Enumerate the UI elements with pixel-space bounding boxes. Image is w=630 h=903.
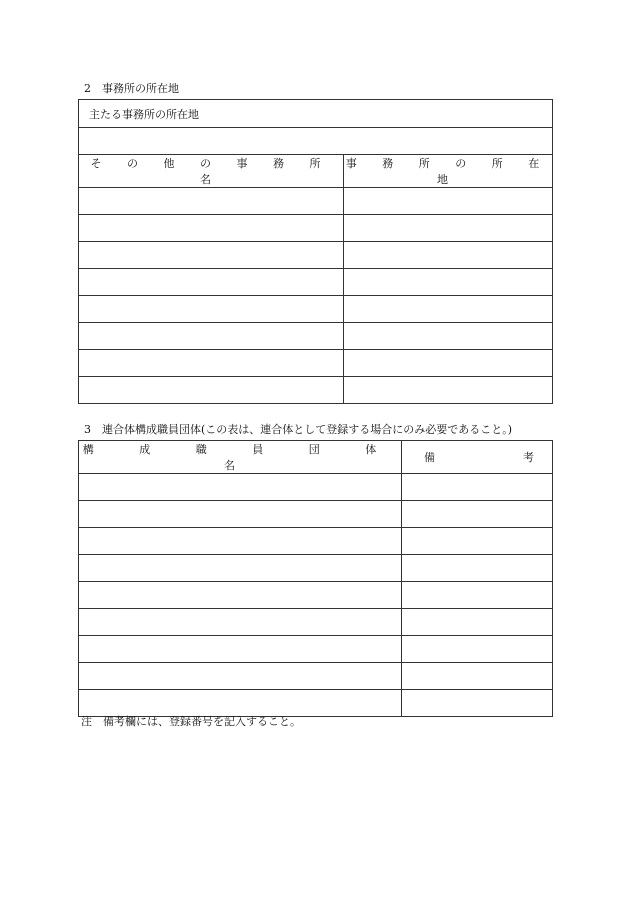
member-name-cell[interactable] bbox=[79, 636, 402, 663]
office-location-cell[interactable] bbox=[344, 215, 553, 242]
table-row bbox=[79, 215, 553, 242]
table-row bbox=[79, 269, 553, 296]
other-office-name-cell[interactable] bbox=[79, 350, 344, 377]
member-name-cell[interactable] bbox=[79, 501, 402, 528]
remarks-header bbox=[402, 441, 553, 474]
footnote: 注 備考欄には、登録番号を記入すること。 bbox=[81, 715, 301, 728]
member-name-cell[interactable] bbox=[79, 663, 402, 690]
other-office-name-cell[interactable] bbox=[79, 323, 344, 350]
table-row bbox=[79, 663, 553, 690]
remarks-header-char-2: 考 bbox=[523, 451, 534, 464]
main-office-value-row bbox=[79, 128, 553, 155]
other-office-name-cell[interactable] bbox=[79, 296, 344, 323]
office-location-cell[interactable] bbox=[344, 188, 553, 215]
member-name-cell[interactable] bbox=[79, 609, 402, 636]
member-name-header: 構 成 職 員 団 体 名 bbox=[79, 441, 402, 474]
remarks-cell[interactable] bbox=[402, 474, 553, 501]
office-location-cell[interactable] bbox=[344, 350, 553, 377]
table-row bbox=[79, 474, 553, 501]
other-office-name-cell[interactable] bbox=[79, 215, 344, 242]
table-row bbox=[79, 323, 553, 350]
remarks-cell[interactable] bbox=[402, 663, 553, 690]
member-name-cell[interactable] bbox=[79, 474, 402, 501]
table-row bbox=[79, 242, 553, 269]
table-row bbox=[79, 555, 553, 582]
other-office-name-cell[interactable] bbox=[79, 377, 344, 404]
table-row bbox=[79, 582, 553, 609]
remarks-cell[interactable] bbox=[402, 555, 553, 582]
table-row bbox=[79, 690, 553, 717]
office-table-header bbox=[79, 155, 553, 188]
section-2-heading: 2 事務所の所在地 bbox=[84, 82, 179, 95]
main-office-label: 主たる事務所の所在地 bbox=[79, 100, 553, 128]
remarks-cell[interactable] bbox=[402, 690, 553, 717]
remarks-cell[interactable] bbox=[402, 501, 553, 528]
main-office-value-cell[interactable] bbox=[79, 128, 553, 155]
member-name-cell[interactable] bbox=[79, 555, 402, 582]
member-table-header bbox=[79, 441, 553, 474]
member-name-cell[interactable] bbox=[79, 690, 402, 717]
table-row bbox=[79, 501, 553, 528]
remarks-cell[interactable] bbox=[402, 528, 553, 555]
remarks-cell[interactable] bbox=[402, 636, 553, 663]
office-location-cell[interactable] bbox=[344, 296, 553, 323]
table-row bbox=[79, 636, 553, 663]
remarks-cell[interactable] bbox=[402, 609, 553, 636]
other-offices-header: そ の 他 の 事 務 所 名 bbox=[79, 155, 344, 188]
member-name-cell[interactable] bbox=[79, 582, 402, 609]
table-row bbox=[79, 377, 553, 404]
other-office-name-cell[interactable] bbox=[79, 188, 344, 215]
table-row bbox=[79, 188, 553, 215]
remarks-cell[interactable] bbox=[402, 582, 553, 609]
office-location-cell[interactable] bbox=[344, 377, 553, 404]
section-3-heading: 3 連合体構成職員団体(この表は、連合体として登録する場合にのみ必要であること。) bbox=[84, 423, 513, 436]
other-office-name-cell[interactable] bbox=[79, 242, 344, 269]
office-location-table bbox=[78, 99, 553, 404]
office-location-cell[interactable] bbox=[344, 269, 553, 296]
other-office-name-cell[interactable] bbox=[79, 269, 344, 296]
table-row bbox=[79, 528, 553, 555]
main-office-label-row bbox=[79, 100, 553, 128]
office-location-header: 事 務 所 の 所 在 地 bbox=[344, 155, 553, 188]
table-row bbox=[79, 350, 553, 377]
member-organization-table bbox=[78, 440, 553, 717]
member-name-cell[interactable] bbox=[79, 528, 402, 555]
office-location-cell[interactable] bbox=[344, 323, 553, 350]
table-row bbox=[79, 296, 553, 323]
table-row bbox=[79, 609, 553, 636]
remarks-header-char-1: 備 bbox=[424, 451, 435, 464]
office-location-cell[interactable] bbox=[344, 242, 553, 269]
